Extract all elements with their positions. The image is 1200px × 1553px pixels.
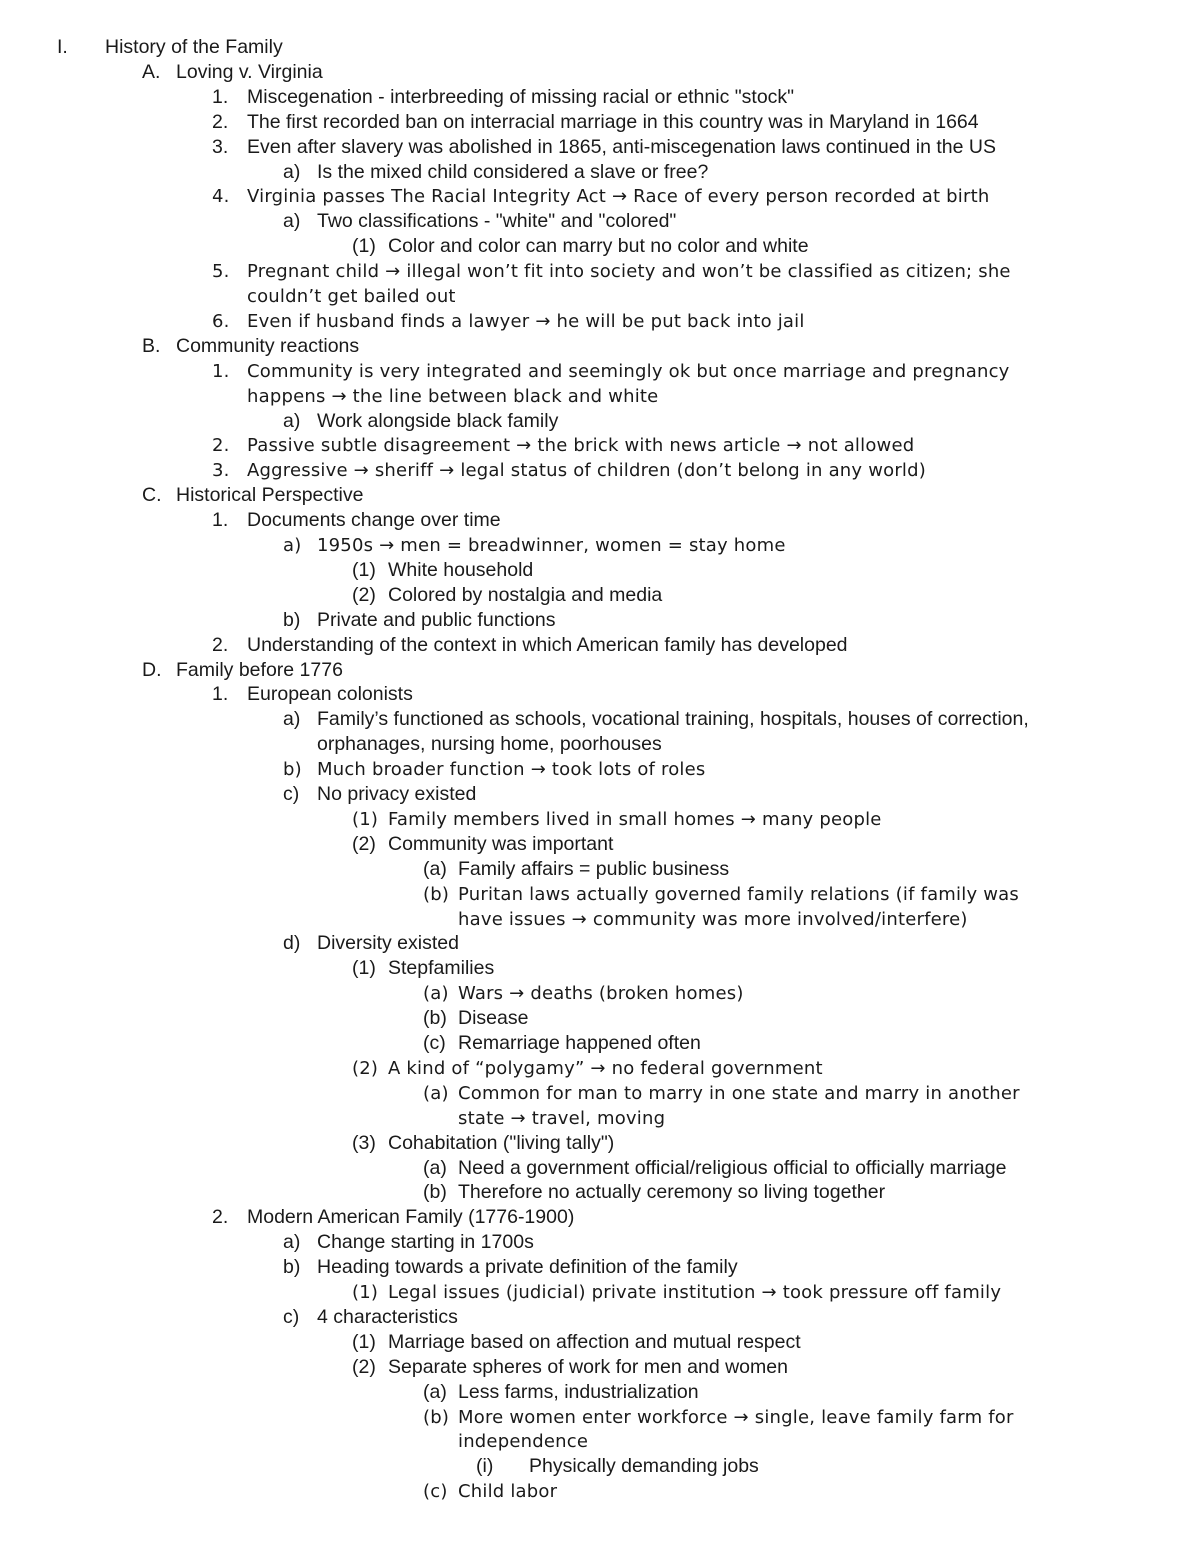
outline-text: Understanding of the context in which American family has developed	[247, 633, 848, 656]
outline-item	[0, 732, 1200, 757]
outline-item	[0, 1031, 1200, 1056]
outline-marker: (2)	[352, 1355, 376, 1378]
outline-item	[0, 60, 1200, 85]
outline-item	[0, 633, 1200, 658]
outline-text: White household	[388, 558, 534, 581]
outline-marker: A.	[142, 60, 161, 83]
outline-marker: (1)	[352, 808, 379, 830]
outline-marker: b)	[283, 1256, 301, 1279]
outline-marker: (a)	[423, 1082, 449, 1104]
outline-item	[0, 807, 1200, 832]
outline-item	[0, 1230, 1200, 1255]
outline-text: Legal issues (judicial) private institution → took pressure off family	[388, 1282, 1002, 1303]
outline-marker: (b)	[423, 1181, 447, 1204]
outline-item	[0, 907, 1200, 932]
outline-text: Heading towards a private definition of the family	[317, 1256, 738, 1279]
outline-item	[0, 284, 1200, 309]
outline-item	[0, 1305, 1200, 1330]
outline-marker: a)	[283, 409, 301, 432]
outline-marker: (b)	[423, 1406, 450, 1428]
outline-item	[0, 483, 1200, 508]
outline-text: Disease	[458, 1007, 529, 1030]
outline-item	[0, 1156, 1200, 1181]
outline-marker: (2)	[352, 1057, 379, 1079]
outline-item	[0, 135, 1200, 160]
outline-marker: (a)	[423, 983, 449, 1005]
outline-text: Aggressive → sheriff → legal status of children (don’t belong in any world)	[247, 460, 926, 482]
outline-marker: (a)	[423, 1380, 447, 1403]
outline-item	[0, 583, 1200, 608]
outline-text: The first recorded ban on interracial marriage in this country was in Maryland in 1664	[247, 110, 979, 133]
outline-marker: b)	[283, 759, 302, 781]
outline-item	[0, 782, 1200, 807]
outline-item	[0, 832, 1200, 857]
outline-text: More women enter workforce → single, leave family farm for	[458, 1406, 1014, 1428]
outline-text: 4 characteristics	[317, 1305, 458, 1328]
outline-marker: 2.	[212, 110, 229, 133]
outline-marker: I.	[57, 36, 68, 58]
outline-item	[0, 707, 1200, 732]
outline-marker: c)	[283, 783, 300, 805]
outline-item	[0, 234, 1200, 259]
outline-marker: B.	[142, 334, 161, 357]
outline-item	[0, 1006, 1200, 1031]
outline-text: Community was important	[388, 832, 614, 855]
outline-marker: 1.	[212, 85, 229, 108]
outline-text: Passive subtle disagreement → the brick with news article → not allowed	[247, 435, 915, 457]
outline-text: Common for man to marry in one state and marry in another	[458, 1082, 1020, 1104]
outline-item	[0, 508, 1200, 533]
outline-marker: 1.	[212, 683, 229, 706]
outline-text: Wars → deaths (broken homes)	[458, 983, 744, 1005]
outline-text: Colored by nostalgia and media	[388, 583, 663, 606]
outline-text: A kind of “polygamy” → no federal government	[388, 1057, 823, 1079]
outline-text: Puritan laws actually governed family relations (if family was	[458, 883, 1019, 905]
outline-text: Separate spheres of work for men and women	[388, 1355, 788, 1378]
outline-text: No privacy existed	[317, 783, 477, 805]
outline-text: Less farms, industrialization	[458, 1380, 699, 1403]
outline-item	[0, 1429, 1200, 1454]
outline-text: Color and color can marry but no color and white	[388, 235, 809, 258]
outline-text: Family members lived in small homes → many people	[388, 808, 882, 830]
outline-item	[0, 85, 1200, 110]
outline-marker: C.	[142, 484, 162, 507]
outline-text: History of the Family	[105, 36, 283, 58]
outline-marker: 2.	[212, 435, 230, 457]
outline-text: couldn’t get bailed out	[247, 286, 456, 307]
outline-item	[0, 160, 1200, 185]
outline-item	[0, 409, 1200, 434]
outline-item	[0, 1106, 1200, 1131]
outline-item	[0, 658, 1200, 683]
outline-item	[0, 209, 1200, 234]
outline-item	[0, 1255, 1200, 1280]
outline-marker: 6.	[212, 310, 230, 332]
outline-text: happens → the line between black and white	[247, 385, 659, 407]
outline-item	[0, 981, 1200, 1006]
outline-item	[0, 334, 1200, 359]
outline-item	[0, 1454, 1200, 1479]
outline-item	[0, 558, 1200, 583]
outline-marker: (1)	[352, 558, 376, 581]
outline-text: Diversity existed	[317, 932, 459, 955]
outline-marker: b)	[283, 608, 301, 631]
outline-marker: (a)	[423, 857, 447, 880]
outline-text: Community is very integrated and seemingly ok but once marriage and pregnancy	[247, 360, 1010, 382]
outline-item	[0, 882, 1200, 907]
outline-text: Change starting in 1700s	[317, 1231, 534, 1254]
outline-marker: a)	[283, 1231, 301, 1254]
outline-text: Family’s functioned as schools, vocational training, hospitals, houses of correction,	[317, 708, 1029, 731]
outline-text: orphanages, nursing home, poorhouses	[317, 733, 662, 756]
outline-item	[0, 1180, 1200, 1205]
outline-marker: (c)	[423, 1032, 446, 1054]
outline-marker: a)	[283, 708, 301, 731]
outline-item	[0, 1479, 1200, 1504]
outline-marker: (3)	[352, 1131, 376, 1154]
outline-marker: 5.	[212, 261, 230, 283]
outline-marker: (2)	[352, 832, 376, 855]
outline-marker: (1)	[352, 957, 376, 980]
outline-text: Historical Perspective	[176, 484, 364, 507]
outline-marker: (b)	[423, 1007, 447, 1030]
outline-text: Cohabitation ("living tally")	[388, 1131, 615, 1154]
outline-marker: 4.	[212, 186, 230, 208]
outline-marker: 2.	[212, 633, 229, 656]
outline-text: Work alongside black family	[317, 409, 559, 432]
outline-item	[0, 458, 1200, 483]
outline-item	[0, 956, 1200, 981]
outline-item	[0, 857, 1200, 882]
outline-item	[0, 1056, 1200, 1081]
outline-text: Modern American Family (1776-1900)	[247, 1206, 575, 1229]
outline-text: Loving v. Virginia	[176, 60, 323, 83]
outline-item	[0, 1205, 1200, 1230]
outline-item	[0, 433, 1200, 458]
outline-text: Stepfamilies	[388, 957, 495, 980]
outline-text: Child labor	[458, 1481, 558, 1503]
outline-text: state → travel, moving	[458, 1107, 666, 1129]
outline-text: independence	[458, 1431, 589, 1453]
outline-item	[0, 384, 1200, 409]
outline-text: Physically demanding jobs	[529, 1455, 759, 1478]
outline-item	[0, 1405, 1200, 1430]
outline-marker: (c)	[423, 1481, 448, 1503]
outline-marker: (1)	[352, 1330, 376, 1353]
outline-item	[0, 682, 1200, 707]
outline-text: Pregnant child → illegal won’t fit into society and won’t be classified as citizen; she	[247, 261, 1011, 283]
outline-text: Family affairs = public business	[458, 857, 730, 880]
outline-item	[0, 1380, 1200, 1405]
outline-item	[0, 110, 1200, 135]
outline-item	[0, 1330, 1200, 1355]
outline-item	[0, 533, 1200, 558]
outline-item	[0, 931, 1200, 956]
outline-marker: (1)	[352, 235, 376, 258]
outline-marker: a)	[283, 535, 302, 556]
outline-item	[0, 184, 1200, 209]
outline-text: Miscegenation - interbreeding of missing racial or ethnic "stock"	[247, 85, 795, 108]
outline-item	[0, 259, 1200, 284]
outline-marker: 3.	[212, 460, 230, 482]
outline-marker: 1.	[212, 509, 229, 532]
outline-text: Even if husband finds a lawyer → he will be put back into jail	[247, 310, 805, 332]
outline-item	[0, 35, 1200, 60]
outline-marker: (a)	[423, 1156, 447, 1179]
outline-text: Remarriage happened often	[458, 1032, 701, 1054]
outline-item	[0, 1280, 1200, 1305]
outline-item	[0, 309, 1200, 334]
outline-item	[0, 1131, 1200, 1156]
outline-text: Therefore no actually ceremony so living together	[458, 1181, 886, 1204]
outline-text: Is the mixed child considered a slave or free?	[317, 160, 709, 183]
outline-item	[0, 1355, 1200, 1380]
outline-item	[0, 359, 1200, 384]
outline-text: Marriage based on affection and mutual respect	[388, 1330, 801, 1353]
outline-item	[0, 1081, 1200, 1106]
outline-marker: 2.	[212, 1206, 229, 1229]
outline-text: Need a government official/religious official to officially marriage	[458, 1156, 1007, 1179]
outline-marker: a)	[283, 210, 301, 233]
outline-marker: 1.	[212, 360, 230, 382]
outline-marker: (2)	[352, 583, 376, 606]
outline-text: Community reactions	[176, 334, 360, 357]
outline-text: Two classifications - "white" and "colored"	[317, 210, 677, 233]
outline-marker: d)	[283, 932, 301, 955]
outline-item	[0, 757, 1200, 782]
outline-marker: (b)	[423, 883, 450, 905]
outline-text: Documents change over time	[247, 509, 501, 532]
outline-text: Family before 1776	[176, 658, 343, 681]
outline-marker: 3.	[212, 135, 229, 158]
outline-marker: D.	[142, 658, 162, 681]
outline-text: have issues → community was more involved/interfere)	[458, 908, 968, 930]
outline-marker: (i)	[476, 1455, 494, 1478]
outline-item	[0, 608, 1200, 633]
outline-text: Virginia passes The Racial Integrity Act → Race of every person recorded at birth	[247, 186, 990, 208]
outline-text: 1950s → men = breadwinner, women = stay home	[317, 535, 786, 556]
outline-marker: a)	[283, 160, 301, 183]
outline-marker: c)	[283, 1305, 300, 1328]
outline-text: Private and public functions	[317, 608, 556, 631]
outline-text: Even after slavery was abolished in 1865, anti-miscegenation laws continued in the US	[247, 135, 997, 158]
outline-text: European colonists	[247, 683, 413, 706]
outline-text: Much broader function → took lots of roles	[317, 759, 706, 781]
outline-marker: (1)	[352, 1282, 379, 1303]
